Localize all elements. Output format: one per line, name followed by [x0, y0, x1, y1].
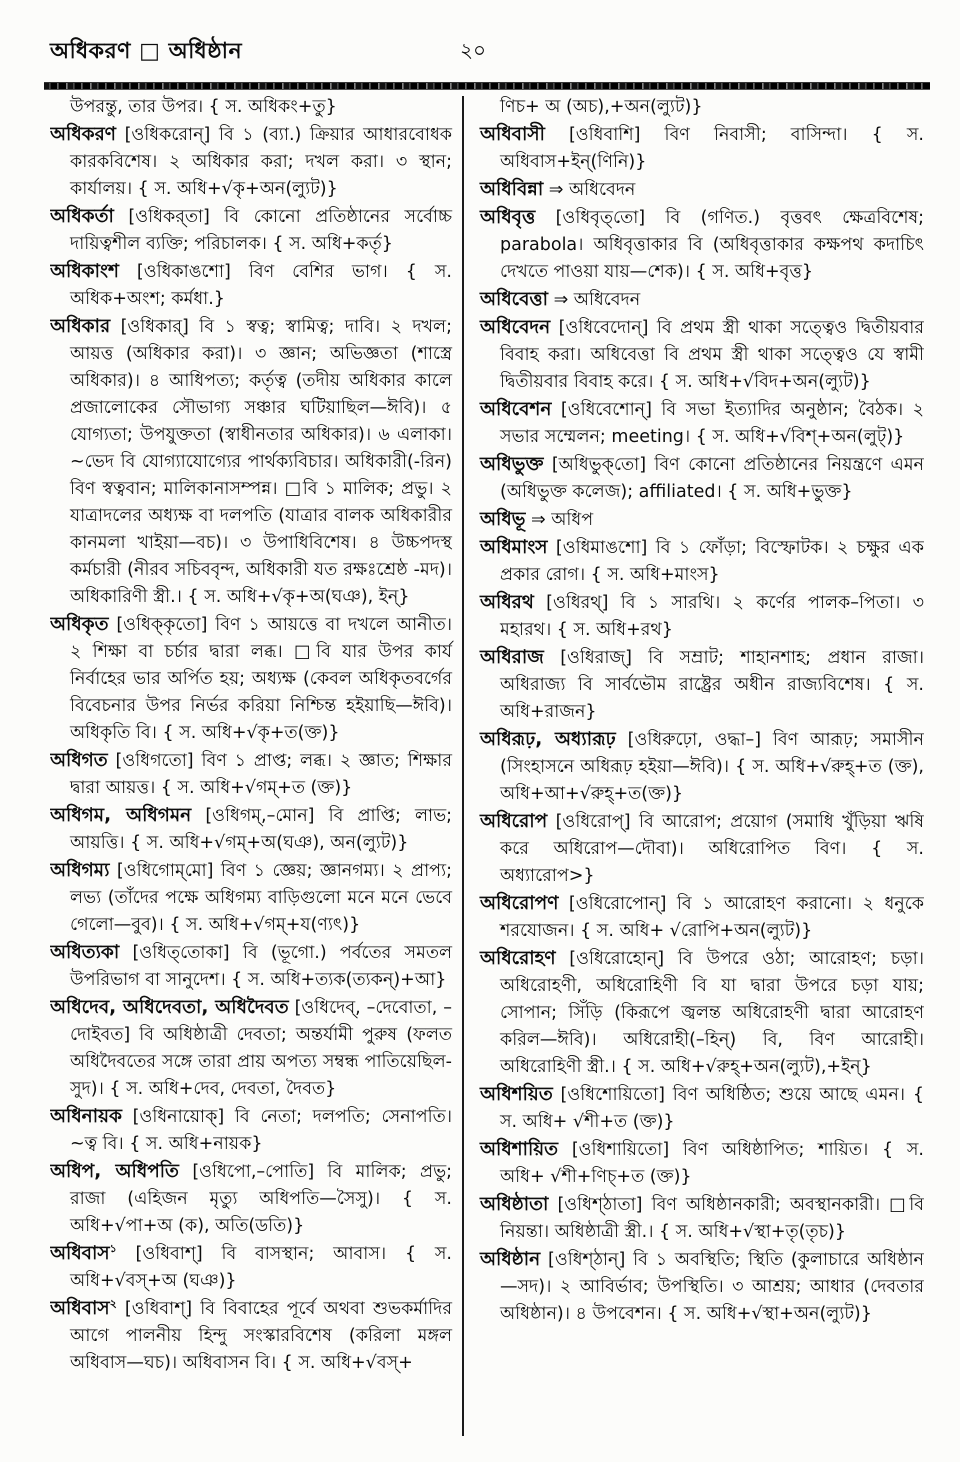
entry-headword: অধিনায়ক: [50, 1106, 122, 1127]
dictionary-entry: [50, 258, 452, 313]
entry-body: [ওধিবাশি] বিণ নিবাসী; বাসিন্দা। { স. অধিবাস+ইন্(ণিনি)}: [500, 125, 924, 172]
dictionary-entry: [50, 121, 452, 203]
dictionary-entry: [480, 726, 924, 808]
dictionary-entry: [480, 396, 924, 451]
entry-body: [ওধিরুঢ়ো, ওদ্ধা–] বিণ আরূঢ়; সমাসীন (সিংহাসনে অধিরূঢ় হইয়া—ঈবি)। { স. অধি+√রুহ্+ত (ক্ত), অধি+আ+√রুহ্+ত(ক্ত)}: [500, 730, 924, 804]
page-header: [50, 34, 924, 74]
entry-headword: অধিগম্য: [50, 860, 110, 881]
entry-headword: অধিকৃত: [50, 614, 109, 635]
dictionary-entry: [480, 890, 924, 945]
entry-body: [ওধিরোপোন্] বি ১ আরোহণ করানো। ২ ধনুকে শরযোজন। { স. অধি+ √রোপি+অন(ল্যুট)}: [500, 894, 924, 941]
headword-superscript: ১: [109, 1241, 117, 1255]
dictionary-entry: [50, 747, 452, 802]
entry-body: [ওধিগোম্‌মো] বিণ ১ জ্ঞেয়; জ্ঞানগম্য। ২ প্রাপ্য; লভ্য (তাঁদের পক্ষে অধিগম্য বাড়িগুলো মনে মনে ভেবে গেলো—বুব)। { স. অধি+√গম্+য(ণ্যৎ)}: [70, 861, 452, 935]
dictionary-entry: [480, 589, 924, 644]
entry-headword: অধিবেশন: [480, 399, 552, 420]
entry-body: ণিচ+ অ (অচ),+অন(ল্যুট)}: [500, 97, 703, 117]
dictionary-entry: [480, 808, 924, 890]
entry-columns: [50, 94, 924, 1446]
entry-headword: অধিশায়িত: [480, 1139, 559, 1160]
dictionary-entry: [50, 1103, 452, 1158]
dictionary-entry: [480, 314, 924, 396]
entry-headword: অধিরূঢ়, অধ্যারূঢ়: [480, 729, 616, 750]
entry-body: [ওধিরোপ্] বি আরোপ; প্রয়োগ (সমাধি খুঁড়িয়া ঋষি করে অধিরোপ—দৌবা)। অধিরোপিত বিণ। { স. অধ্যারোপ>}: [500, 812, 924, 886]
entry-body: [ওধিপো,–পোতি] বি মালিক; প্রভু; রাজা (এহিজন মৃত্যু অধিপতি—সৈসু)। { স. অধি+√পা+অ (ক), অতি(ডতি)}: [70, 1162, 452, 1236]
dictionary-entry: [50, 1158, 452, 1240]
entry-body: [ওধিত্‌তোকা] বি (ভূগো.) পর্বতের সমতল উপরিভাগ বা সানুদেশ। { স. অধি+ত্যক(ত্যকন্)+আ}: [70, 943, 452, 990]
ornamental-rule: [44, 82, 930, 90]
entry-headword: অধিকাংশ: [50, 261, 119, 282]
dictionary-entry: [480, 1191, 924, 1246]
dictionary-entry: [50, 611, 452, 747]
dictionary-entry: [480, 506, 924, 534]
dictionary-entry: [50, 1240, 452, 1295]
dictionary-entry: [480, 204, 924, 286]
entry-body: [ওধিশোয়িতো] বিণ অধিষ্ঠিত; শুয়ে আছে এমন। { স. অধি+ √শী+ত (ক্ত)}: [500, 1085, 924, 1132]
entry-headword: অধিগত: [50, 750, 108, 771]
dictionary-entry: [50, 313, 452, 611]
entry-body: [অধিভুক্‌তো] বিণ কোনো প্রতিষ্ঠানের নিয়ন্ত্রণে এমন (অধিভুক্ত কলেজ); affiliated। { স. অধি+ভুক্ত}: [500, 455, 924, 502]
entry-body: [ওধিশায়িতো] বিণ অধিষ্ঠাপিত; শায়িত। { স. অধি+ √শী+ণিচ্+ত (ক্ত)}: [500, 1140, 924, 1187]
entry-headword: অধিকরণ: [50, 124, 116, 145]
dictionary-entry: [480, 945, 924, 1081]
dictionary-entry: [480, 1081, 924, 1136]
entry-headword: অধিবিন্না: [480, 179, 544, 200]
dictionary-entry: [480, 644, 924, 726]
entry-body: [ওধিদেব্, –দেবোতা, –দোইবত] বি অধিষ্ঠাত্রী দেবতা; অন্তর্যামী পুরুষ (ফলত অধিদৈবতের সঙ্গে তারা প্রায় অপত্য সম্বন্ধ পাতিয়েছিল- সুদ)। { স. অধি+দেব, দেবতা, দৈবত}: [70, 998, 452, 1099]
entry-headword: অধিদেব, অধিদেবতা, অধিদৈবত: [50, 997, 289, 1018]
entry-headword: অধিরোহণ: [480, 948, 556, 969]
dictionary-entry: [480, 94, 924, 121]
entry-body: [ওধিকার্] বি ১ স্বত্ব; স্বামিত্ব; দাবি। ২ দখল; আয়ত্ত (অধিকার করা)। ৩ জ্ঞান; অভিজ্ঞতা (শাস্ত্রে অধিকার)। ৪ আধিপত্য; কর্তৃত্ব (তদীয় অধিকার কালে প্রজালোকের সৌভাগ্য সঞ্চার ঘটিয়াছিল—ঈবি)। ৫ যোগ্যতা; উপযুক্ততা (স্বাধীনতার অধিকার)। ৬ এলাকা। ~ভেদ বি যোগ্যাযোগ্যের পার্থক্যবিচার। অধিকারী(-রিন) বিণ স্বত্ববান; মালিকানাসম্পন্ন। □বি ১ মালিক; প্রভু। ২ যাত্রাদলের অধ্যক্ষ বা দলপতি (যাত্রার বালক অধিকারীর কানমলা খাইয়া—বচ)। ৩ উপাধিবিশেষ। ৪ উচ্চপদস্থ কর্মচারী (নীরব সচিববৃন্দ, অধিকারী যত রক্ষঃশ্রেষ্ঠ -মদ)। অধিকারিণী স্ত্রী.। { স. অধি+√কৃ+অ(ঘঞ), ইন্}: [70, 317, 452, 607]
entry-headword: অধিকর্তা: [50, 206, 114, 227]
right-column: [464, 94, 924, 1446]
page-number: ২০: [460, 38, 487, 62]
entry-body: ⇒ অধিবেদন: [548, 290, 641, 310]
entry-body: [ওধিরোহোন্] বি উপরে ওঠা; আরোহণ; চড়া। অধিরোহণী, অধিরোহিণী বি যা দ্বারা উপরে চড়া যায়; সোপান; সিঁড়ি (কিরূপে জ্বলন্ত অধিরোহণী দ্বারা আরোহণ করিল—ঈবি)। অধিরোহী(–হিন্) বি, বিণ আরোহী। অধিরোহিণী স্ত্রী.। { স. অধি+√রুহ্+অন(ল্যুট),+ইন্}: [500, 949, 924, 1077]
dictionary-entry: [50, 802, 452, 857]
entry-headword: অধিশয়িত: [480, 1084, 553, 1105]
entry-headword: অধিত্যকা: [50, 942, 120, 963]
dictionary-entry: [50, 1295, 452, 1377]
entry-body: [ওধিবাশ্] বি বাসস্থান; আবাস। { স. অধি+√বস্+অ (ঘঞ)}: [70, 1244, 452, 1291]
entry-body: [ওধিবাশ্] বি বিবাহের পূর্বে অথবা শুভকর্মাদির আগে পালনীয় হিন্দু সংস্কারবিশেষ (করিলা মঙ্গল অধিবাস—ঘচ)। অধিবাসন বি। { স. অধি+√বস্+: [70, 1299, 452, 1373]
entry-headword: অধিবাস$^২$: [50, 1296, 117, 1319]
entry-body: [ওধিশ্‌ঠান্] বি ১ অবস্থিতি; স্থিতি (কুলাচারে অধিষ্ঠান—সদ)। ২ আবির্ভাব; উপস্থিতি। ৩ আশ্রয়; আধার (দেবতার অধিষ্ঠান)। ৪ উপবেশন। { স. অধি+√স্থা+অন(ল্যুট)}: [500, 1250, 924, 1324]
entry-body: [ওধিরাজ্] বি সম্রাট; শাহানশাহ; প্রধান রাজা। অধিরাজ্য বি সার্বভৌম রাষ্ট্রের অধীন রাজ্যবিশেষ। { স. অধি+রাজন}: [500, 648, 924, 722]
dictionary-entry: [480, 534, 924, 589]
entry-headword: অধিগম, অধিগমন: [50, 805, 192, 826]
entry-headword: অধিকার: [50, 316, 111, 337]
dictionary-entry: [50, 94, 452, 121]
entry-body: ⇒ অধিবেদন: [543, 180, 636, 200]
entry-headword: অধিরথ: [480, 592, 534, 613]
dictionary-entry: [50, 857, 452, 939]
dictionary-entry: [480, 176, 924, 204]
entry-headword: অধিষ্ঠাতা: [480, 1194, 549, 1215]
entry-headword: অধিপ, অধিপতি: [50, 1161, 179, 1182]
left-column: [50, 94, 462, 1446]
entry-body: [ওধিশ্‌ঠাতা] বিণ অধিষ্ঠানকারী; অবস্থানকারী। □বি নিয়ন্তা। অধিষ্ঠাত্রী স্ত্রী.। { স. অধি+√স্থা+তৃ(তৃচ)}: [500, 1195, 924, 1242]
entry-headword: অধিবেদন: [480, 317, 551, 338]
entry-body: ⇒ অধিপ: [525, 510, 594, 530]
dictionary-entry: [50, 939, 452, 994]
entry-body: [ওধিগতো] বিণ ১ প্রাপ্ত; লব্ধ। ২ জ্ঞাত; শিক্ষার দ্বারা আয়ত্ত। { স. অধি+√গম্+ত (ক্ত)}: [70, 751, 452, 798]
entry-headword: অধিবৃত্ত: [480, 207, 536, 228]
entry-headword: অধিমাংস: [480, 537, 548, 558]
entry-headword: অধিভূ: [480, 509, 526, 530]
entry-body: [ওধিক্‌কৃতো] বিণ ১ আয়ত্তে বা দখলে আনীত। ২ শিক্ষা বা চর্চার দ্বারা লব্ধ। □বি যার উপর কার্য নির্বাহের ভার অর্পিত হয়; অধ্যক্ষ (কেবল অধিকৃতবর্গের বিবেচনার উপর নির্ভর করিয়া নিশ্চিন্ত হইয়াছি—ঈবি)। অধিকৃতি বি। { স. অধি+√কৃ+ত(ক্ত)}: [70, 615, 452, 743]
entry-headword: অধিবাস$^১$: [50, 1241, 117, 1264]
entry-body: [ওধিবেদোন্] বি প্রথম স্ত্রী থাকা সত্ত্বেও দ্বিতীয়বার বিবাহ করা। অধিবেত্তা বি প্রথম স্ত্রী থাকা সত্ত্বেও যে স্বামী দ্বিতীয়বার বিবাহ করে। { স. অধি+√বিদ+অন(ল্যুট)}: [500, 318, 924, 392]
dictionary-entry: [480, 286, 924, 314]
entry-headword: অধিবাসী: [480, 124, 545, 145]
entry-headword: অধিরোপ: [480, 811, 548, 832]
entry-headword: অধিষ্ঠান: [480, 1249, 541, 1270]
entry-body: [ওধিবেশোন্] বি সভা ইত্যাদির অনুষ্ঠান; বৈঠক। ২ সভার সম্মেলন; meeting। { স. অধি+√বিশ্+অন(লুট্)}: [500, 400, 924, 447]
entry-headword: অধিরোপণ: [480, 893, 559, 914]
entry-body: [ওধিকর্‌তা] বি কোনো প্রতিষ্ঠানের সর্বোচ্চ দায়িত্বশীল ব্যক্তি; পরিচালক। { স. অধি+কর্তৃ}: [70, 207, 452, 254]
entry-body: উপরন্তু, তার উপর। { স. অধিকং+তু}: [70, 97, 337, 117]
headword-superscript: ২: [109, 1296, 117, 1310]
entry-headword: অধিবেত্তা: [480, 289, 549, 310]
dictionary-entry: [480, 121, 924, 176]
dictionary-entry: [50, 994, 452, 1103]
dictionary-entry: [480, 1246, 924, 1328]
entry-body: [ওধিমাঙশো] বি ১ ফোঁড়া; বিস্ফোটক। ২ চক্ষুর এক প্রকার রোগ। { স. অধি+মাংস}: [500, 538, 924, 585]
entry-headword: অধিরাজ: [480, 647, 544, 668]
entry-body: [ওধিকাঙশো] বিণ বেশির ভাগ। { স. অধিক+অংশ; কর্মধা.}: [70, 262, 452, 309]
entry-body: [ওধিনায়োক্] বি নেতা; দলপতি; সেনাপতি। ~ত্ব বি। { স. অধি+নায়ক}: [70, 1107, 452, 1154]
dictionary-entry: [480, 1136, 924, 1191]
entry-body: [ওধিবৃত্‌তো] বি (গণিত.) বৃত্তবৎ ক্ষেত্রবিশেষ; parabola। অধিবৃত্তাকার বি (অধিবৃত্তাকার কক্ষপথ কদাচিৎ দেখতে পাওয়া যায়—শেক)। { স. অধি+বৃত্ত}: [500, 208, 924, 282]
dictionary-entry: [50, 203, 452, 258]
entry-body: [ওধিকরোন্] বি ১ (ব্যা.) ক্রিয়ার আধারবোধক কারকবিশেষ। ২ অধিকার করা; দখল করা। ৩ স্থান; কার্যালয়। { স. অধি+√কৃ+অন(ল্যুট)}: [70, 125, 452, 199]
guide-words: অধিকরণ □ অধিষ্ঠান: [50, 39, 243, 64]
entry-body: [ওধিগম্,–মোন] বি প্রাপ্তি; লাভ; আয়ত্তি। { স. অধি+√গম্+অ(ঘঞ), অন(ল্যুট)}: [70, 806, 453, 853]
entry-headword: অধিভুক্ত: [480, 454, 544, 475]
entry-body: [ওধিরথ্] বি ১ সারথি। ২ কর্ণের পালক–পিতা। ৩ মহারথ। { স. অধি+রথ}: [500, 593, 924, 640]
dictionary-entry: [480, 451, 924, 506]
